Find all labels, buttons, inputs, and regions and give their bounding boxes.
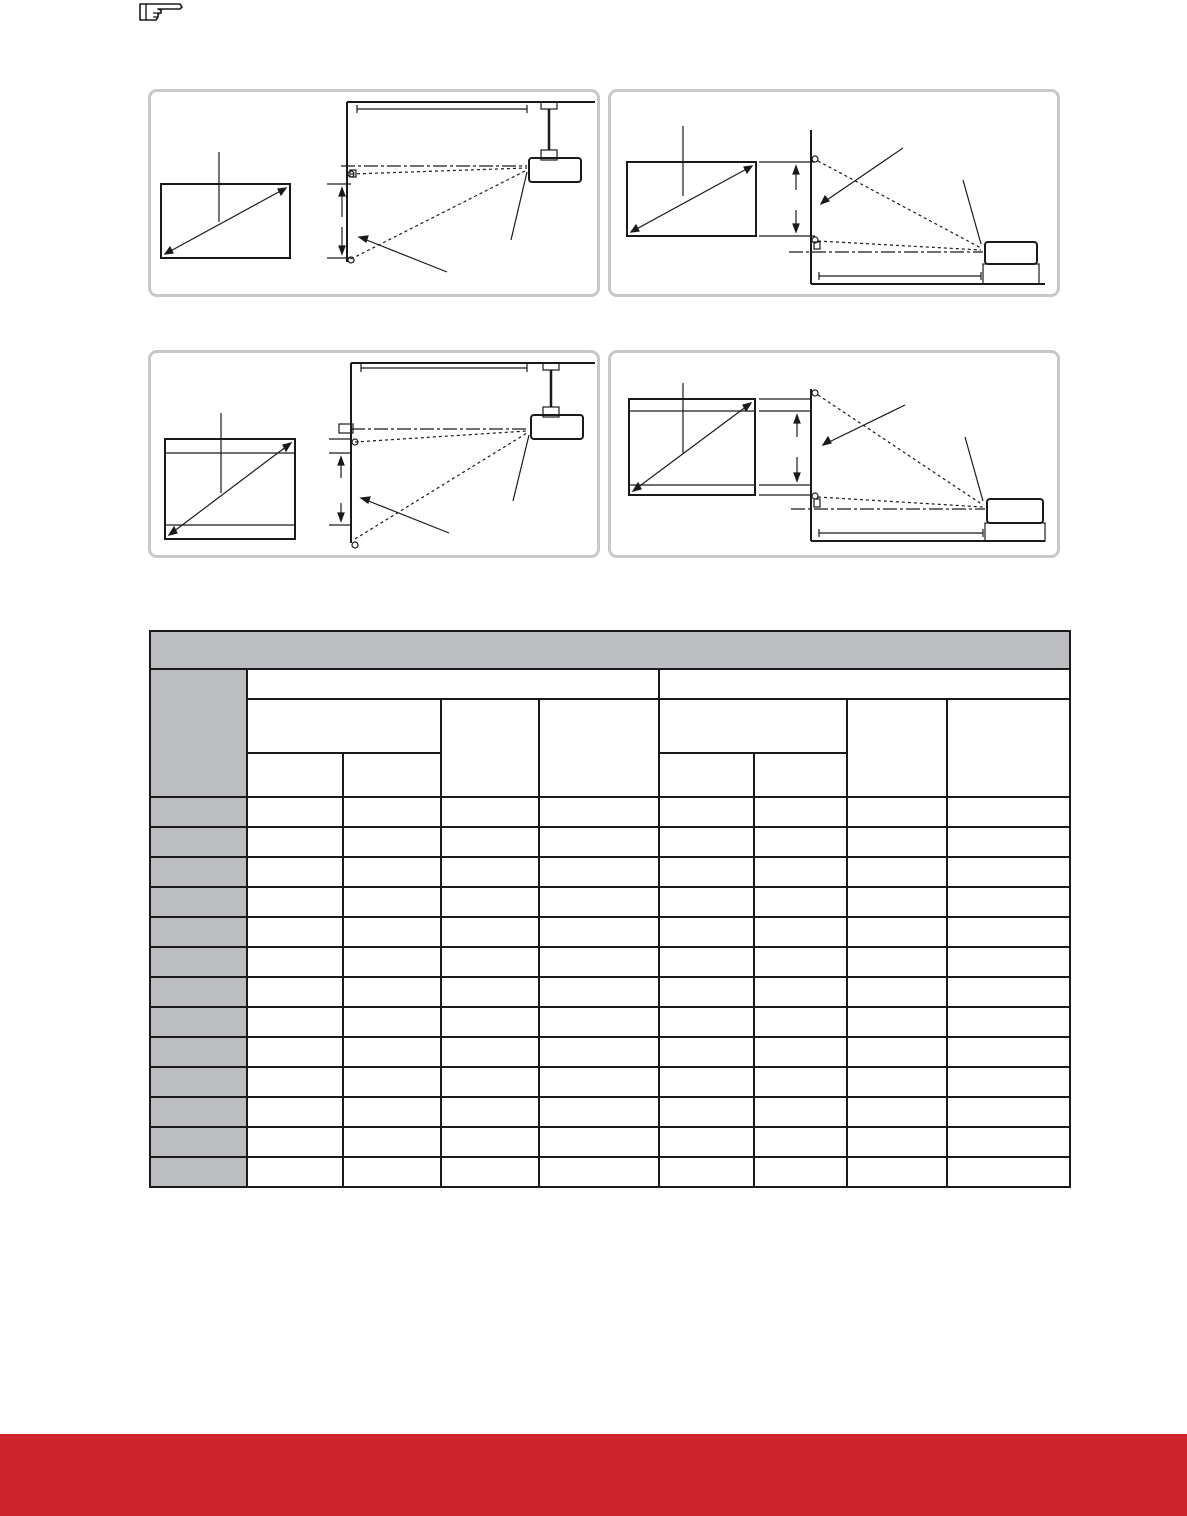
projection-dimensions-table	[149, 630, 1071, 1188]
screen-size-cell	[150, 977, 247, 1007]
table-cell	[947, 1127, 1070, 1157]
table-cell	[441, 1007, 539, 1037]
table-cell	[441, 1097, 539, 1127]
pointing-hand-icon	[136, 0, 186, 24]
table-cell	[847, 1067, 947, 1097]
table-cell	[539, 1037, 659, 1067]
table-cell	[659, 887, 754, 917]
screen-size-cell	[150, 1037, 247, 1067]
projector-body	[529, 158, 581, 182]
table-cell	[659, 1037, 754, 1067]
table-row	[150, 1127, 1070, 1157]
table-row	[150, 1067, 1070, 1097]
table-cell	[947, 1067, 1070, 1097]
table-cell	[947, 797, 1070, 827]
table-cell	[247, 1037, 343, 1067]
table-cell	[247, 857, 343, 887]
table-cell	[343, 1097, 441, 1127]
group-header-left	[247, 669, 659, 699]
table-cell	[539, 1127, 659, 1157]
table-cell	[659, 797, 754, 827]
table-cell	[441, 887, 539, 917]
table-cell	[754, 1097, 847, 1127]
table-cell	[659, 917, 754, 947]
table-cell	[539, 827, 659, 857]
projector-body	[531, 415, 583, 439]
table-cell	[247, 1127, 343, 1157]
subheader-left-a2	[343, 753, 441, 797]
table-cell	[847, 1097, 947, 1127]
table-cell	[947, 977, 1070, 1007]
table-row	[150, 1037, 1070, 1067]
table-cell	[441, 1037, 539, 1067]
table-cell	[947, 827, 1070, 857]
table-cell	[659, 1097, 754, 1127]
table-row	[150, 1157, 1070, 1187]
table-row	[150, 827, 1070, 857]
table-cell	[343, 1007, 441, 1037]
screen-diagonal-arrow	[165, 188, 286, 254]
subheader-right-a2	[754, 753, 847, 797]
table-cell	[659, 827, 754, 857]
footer-bar	[0, 1434, 1187, 1516]
table-row	[150, 977, 1070, 1007]
table-cell	[847, 977, 947, 1007]
table-cell	[539, 977, 659, 1007]
table-cell	[847, 887, 947, 917]
screen-size-cell	[150, 1127, 247, 1157]
table-cell	[441, 1127, 539, 1157]
table-cell	[659, 1007, 754, 1037]
screen-size-cell	[150, 887, 247, 917]
table-cell	[659, 1067, 754, 1097]
projector-body	[987, 499, 1043, 523]
ceiling-mount-diagram-16-9	[148, 89, 600, 297]
subheader-left-c	[539, 699, 659, 797]
screen-size-header	[150, 669, 247, 797]
table-cell	[343, 1127, 441, 1157]
table-cell	[247, 1157, 343, 1187]
ceiling-mount-diagram-4-3	[148, 350, 600, 558]
screen-size-cell	[150, 917, 247, 947]
table-cell	[539, 947, 659, 977]
table-cell	[754, 1067, 847, 1097]
table-cell	[947, 1157, 1070, 1187]
subheader-left-a1	[247, 753, 343, 797]
projector-body	[985, 242, 1037, 264]
table-row	[150, 797, 1070, 827]
table-cell	[754, 977, 847, 1007]
subheader-left-a	[247, 699, 441, 753]
table-cell	[659, 1157, 754, 1187]
table-cell	[539, 1097, 659, 1127]
table-cell	[754, 887, 847, 917]
table-cell	[539, 917, 659, 947]
table-cell	[441, 917, 539, 947]
table-cell	[441, 1157, 539, 1187]
floor-mount-diagram-16-9	[608, 89, 1060, 297]
table-cell	[441, 947, 539, 977]
table-cell	[539, 1157, 659, 1187]
table-cell	[754, 857, 847, 887]
table-cell	[847, 857, 947, 887]
subheader-left-b	[441, 699, 539, 797]
table-title-cell	[150, 631, 1070, 669]
table-cell	[947, 1037, 1070, 1067]
table-cell	[247, 1097, 343, 1127]
table-cell	[847, 1127, 947, 1157]
table-cell	[343, 977, 441, 1007]
table-row	[150, 857, 1070, 887]
table-cell	[847, 1037, 947, 1067]
table-cell	[754, 1007, 847, 1037]
table-cell	[754, 797, 847, 827]
screen-size-cell	[150, 1097, 247, 1127]
table-cell	[847, 947, 947, 977]
table-cell	[343, 947, 441, 977]
subheader-right-c	[947, 699, 1070, 797]
table-cell	[343, 1037, 441, 1067]
table-cell	[247, 917, 343, 947]
table-cell	[441, 1067, 539, 1097]
table-cell	[343, 1157, 441, 1187]
table-cell	[343, 827, 441, 857]
table-cell	[343, 797, 441, 827]
table-cell	[247, 827, 343, 857]
table-cell	[441, 827, 539, 857]
subheader-right-a1	[659, 753, 754, 797]
table-row	[150, 1007, 1070, 1037]
table-cell	[754, 917, 847, 947]
table-cell	[754, 947, 847, 977]
screen-size-cell	[150, 1007, 247, 1037]
table-cell	[441, 857, 539, 887]
table-cell	[659, 947, 754, 977]
table-cell	[847, 1007, 947, 1037]
table-cell	[947, 857, 1070, 887]
screen-size-cell	[150, 947, 247, 977]
screen-size-cell	[150, 1157, 247, 1187]
table-cell	[247, 887, 343, 917]
table-cell	[659, 1127, 754, 1157]
table-cell	[247, 797, 343, 827]
table-cell	[441, 977, 539, 1007]
table-cell	[247, 977, 343, 1007]
subheader-right-a	[659, 699, 847, 753]
table-row	[150, 887, 1070, 917]
table-cell	[343, 917, 441, 947]
table-cell	[659, 977, 754, 1007]
table-cell	[847, 917, 947, 947]
table-cell	[343, 857, 441, 887]
table-cell	[947, 1007, 1070, 1037]
table-cell	[947, 947, 1070, 977]
group-header-right	[659, 669, 1070, 699]
table-cell	[847, 827, 947, 857]
table-cell	[754, 1127, 847, 1157]
table-row	[150, 917, 1070, 947]
table-cell	[947, 887, 1070, 917]
table-cell	[754, 1157, 847, 1187]
table-cell	[247, 1007, 343, 1037]
screen-size-cell	[150, 827, 247, 857]
table-cell	[539, 797, 659, 827]
screen-size-cell	[150, 857, 247, 887]
screen-size-cell	[150, 1067, 247, 1097]
table-cell	[847, 797, 947, 827]
table-cell	[754, 1037, 847, 1067]
floor-mount-diagram-4-3	[608, 350, 1060, 558]
table-cell	[947, 917, 1070, 947]
subheader-right-b	[847, 699, 947, 797]
screen-size-cell	[150, 797, 247, 827]
table-row	[150, 947, 1070, 977]
table-cell	[847, 1157, 947, 1187]
table-cell	[343, 1067, 441, 1097]
table-cell	[247, 947, 343, 977]
table-cell	[539, 1067, 659, 1097]
table-cell	[539, 1007, 659, 1037]
table-cell	[343, 887, 441, 917]
table-cell	[947, 1097, 1070, 1127]
table-cell	[659, 857, 754, 887]
table-cell	[539, 857, 659, 887]
table-cell	[539, 887, 659, 917]
table-cell	[754, 827, 847, 857]
table-cell	[441, 797, 539, 827]
table-row	[150, 1097, 1070, 1127]
table-cell	[247, 1067, 343, 1097]
